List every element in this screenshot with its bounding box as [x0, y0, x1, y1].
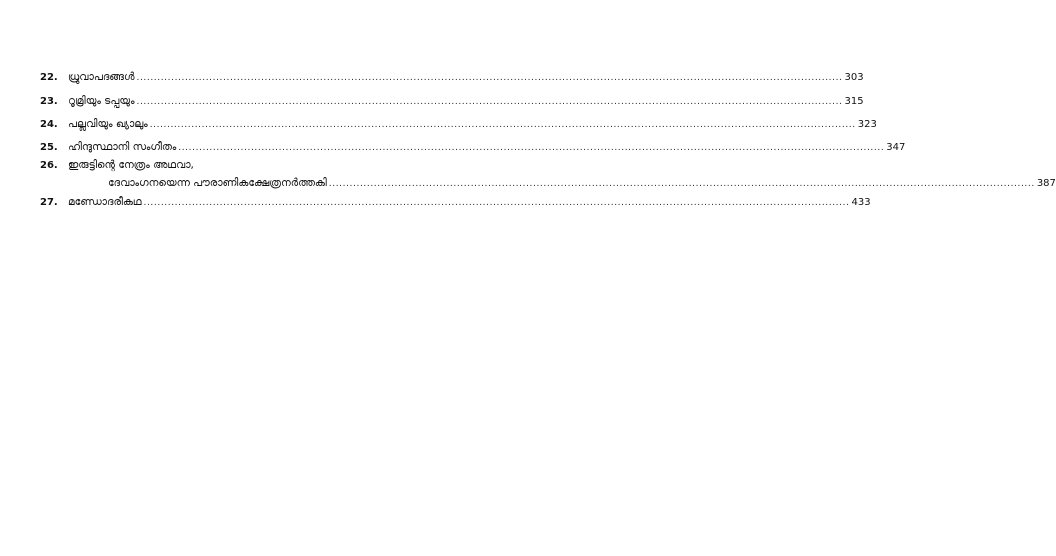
entry-page: 387 [1036, 178, 1056, 189]
dot-leader: ............................................................................................................................................................................................................ [136, 97, 843, 107]
entry-page: 433 [851, 197, 871, 208]
entry-page: 347 [886, 142, 906, 153]
toc-entry [40, 70, 864, 85]
dot-leader: ............................................................................................................................................................................................................ [178, 143, 885, 153]
toc-entry [40, 117, 877, 132]
toc-entry [40, 158, 1056, 191]
toc-entry [40, 140, 906, 155]
entry-title: ഇരുട്ടിന്റെ നേത്രം അഥവാ, [68, 159, 194, 171]
entry-title: ഹിന്ദുസ്ഥാനി സംഗീതം [68, 141, 177, 153]
entry-title: റൂമ്രിയും ടപ്പയും [68, 95, 135, 107]
entry-number: 25. [40, 142, 58, 153]
dot-leader: ............................................................................................................................................................................................................ [143, 198, 850, 208]
entry-title: പല്ലവിയും ഖ്യാലും [68, 118, 148, 130]
entry-number: 26. [40, 160, 58, 171]
entry-title-continued: ദേവാംഗനയെന്ന പൗരാണികക്ഷേത്രനർത്തകി [108, 177, 327, 189]
toc-entry [40, 94, 864, 109]
dot-leader: ............................................................................................................................................................................................................ [149, 120, 856, 130]
entry-page: 323 [857, 119, 877, 130]
entry-title: മണ്ഡോദരീകഥ [68, 196, 142, 208]
entry-number: 23. [40, 96, 58, 107]
toc-entry [40, 195, 871, 210]
entry-title: ധ്രുവാപദങ്ങൾ [68, 71, 135, 83]
entry-number: 24. [40, 119, 58, 130]
entry-number: 22. [40, 72, 58, 83]
entry-number: 27. [40, 197, 58, 208]
dot-leader: ............................................................................................................................................................................................................ [136, 73, 843, 83]
entry-page: 315 [844, 96, 864, 107]
entry-page: 303 [844, 72, 864, 83]
dot-leader: ............................................................................................................................................................................................................ [328, 179, 1035, 189]
